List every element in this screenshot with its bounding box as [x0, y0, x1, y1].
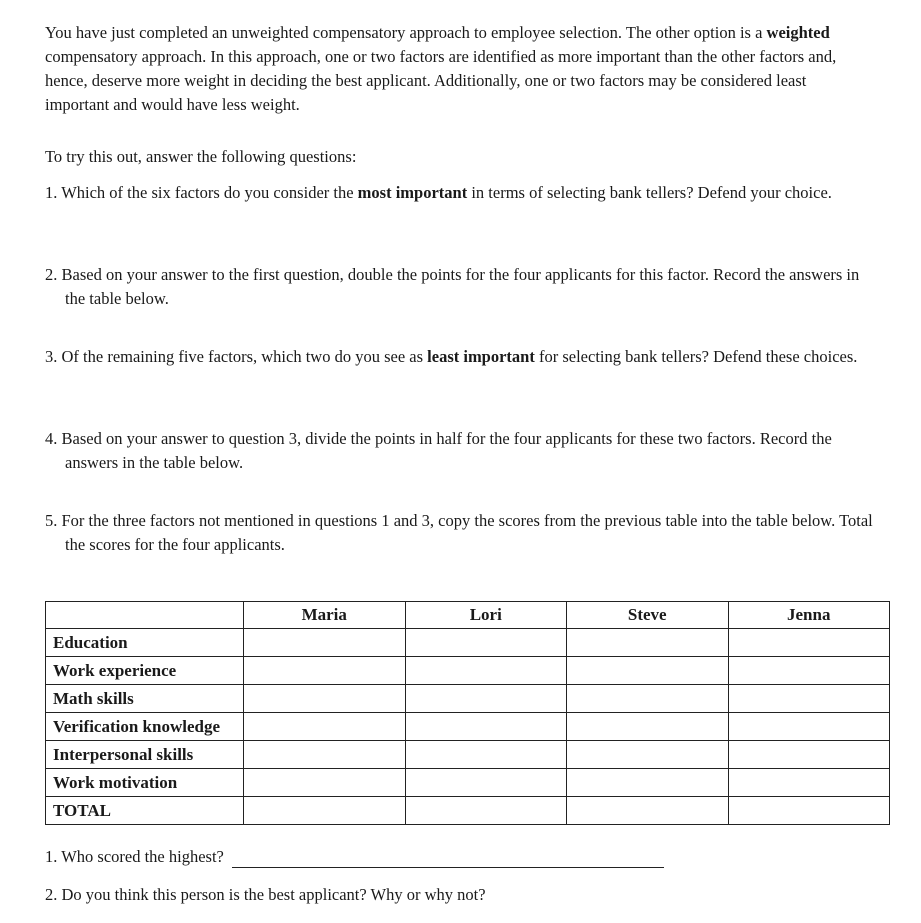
score-cell[interactable] — [567, 657, 729, 685]
table-row — [46, 685, 890, 713]
question-2: 2. Based on your answer to the first question, double the points for the four applicants for this factor. Record the answers in the table below. — [45, 265, 860, 308]
score-cell[interactable] — [567, 713, 729, 741]
score-cell[interactable] — [244, 713, 406, 741]
question-1: 1. Which of the six factors do you consider the most important in terms of selecting bank tellers? Defend your choice. — [45, 183, 832, 202]
score-cell[interactable] — [728, 657, 890, 685]
table-row — [46, 629, 890, 657]
header-jenna: Jenna — [728, 602, 890, 629]
followup-question-2: 2. Do you think this person is the best applicant? Why or why not? — [45, 885, 486, 904]
score-cell[interactable] — [244, 741, 406, 769]
score-cell[interactable] — [567, 741, 729, 769]
table-row — [46, 769, 890, 797]
table-row — [46, 741, 890, 769]
score-cell[interactable] — [244, 657, 406, 685]
total-cell[interactable] — [728, 797, 890, 825]
instructions-line: To try this out, answer the following questions: — [45, 147, 357, 166]
score-cell[interactable] — [405, 685, 567, 713]
row-label: Interpersonal skills — [46, 741, 244, 769]
intro-text-1: You have just completed an unweighted compensatory approach to employee selection. The other option is a — [45, 23, 767, 42]
question-5: 5. For the three factors not mentioned in questions 1 and 3, copy the scores from the previous table into the table below. Total the scores for the four applicants. — [45, 511, 873, 554]
table-row — [46, 657, 890, 685]
intro-paragraph — [45, 21, 865, 117]
score-cell[interactable] — [405, 713, 567, 741]
score-cell[interactable] — [567, 769, 729, 797]
header-maria: Maria — [244, 602, 406, 629]
header-lori: Lori — [405, 602, 567, 629]
row-label-total: TOTAL — [46, 797, 244, 825]
total-cell[interactable] — [567, 797, 729, 825]
table-row — [46, 713, 890, 741]
total-cell[interactable] — [244, 797, 406, 825]
followup-question-1: 1. Who scored the highest? — [45, 845, 664, 869]
table-header-row — [46, 602, 890, 629]
score-cell[interactable] — [244, 629, 406, 657]
answer-line[interactable] — [232, 849, 664, 868]
score-cell[interactable] — [405, 657, 567, 685]
scores-table — [45, 601, 890, 825]
question-3: 3. Of the remaining five factors, which two do you see as least important for selecting bank tellers? Defend these choices. — [45, 347, 858, 366]
row-label: Math skills — [46, 685, 244, 713]
score-cell[interactable] — [567, 685, 729, 713]
row-label: Verification knowledge — [46, 713, 244, 741]
score-cell[interactable] — [405, 629, 567, 657]
header-steve: Steve — [567, 602, 729, 629]
score-cell[interactable] — [244, 685, 406, 713]
intro-text-2: compensatory approach. In this approach, one or two factors are identified as more important than the other factors and, hence, deserve more weight in deciding the best applicant. Additionally, one or two factors may be considered least important and would have less weight. — [45, 47, 837, 114]
score-cell[interactable] — [405, 769, 567, 797]
question-4: 4. Based on your answer to question 3, divide the points in half for the four applicants for these two factors. Record the answers in the table below. — [45, 429, 832, 472]
table-row-total — [46, 797, 890, 825]
score-cell[interactable] — [728, 769, 890, 797]
total-cell[interactable] — [405, 797, 567, 825]
score-cell[interactable] — [405, 741, 567, 769]
score-cell[interactable] — [567, 629, 729, 657]
score-cell[interactable] — [728, 685, 890, 713]
row-label: Education — [46, 629, 244, 657]
row-label: Work motivation — [46, 769, 244, 797]
header-blank — [46, 602, 244, 629]
score-cell[interactable] — [728, 741, 890, 769]
score-cell[interactable] — [728, 629, 890, 657]
score-cell[interactable] — [728, 713, 890, 741]
row-label: Work experience — [46, 657, 244, 685]
score-cell[interactable] — [244, 769, 406, 797]
intro-bold-weighted: weighted — [766, 23, 830, 42]
